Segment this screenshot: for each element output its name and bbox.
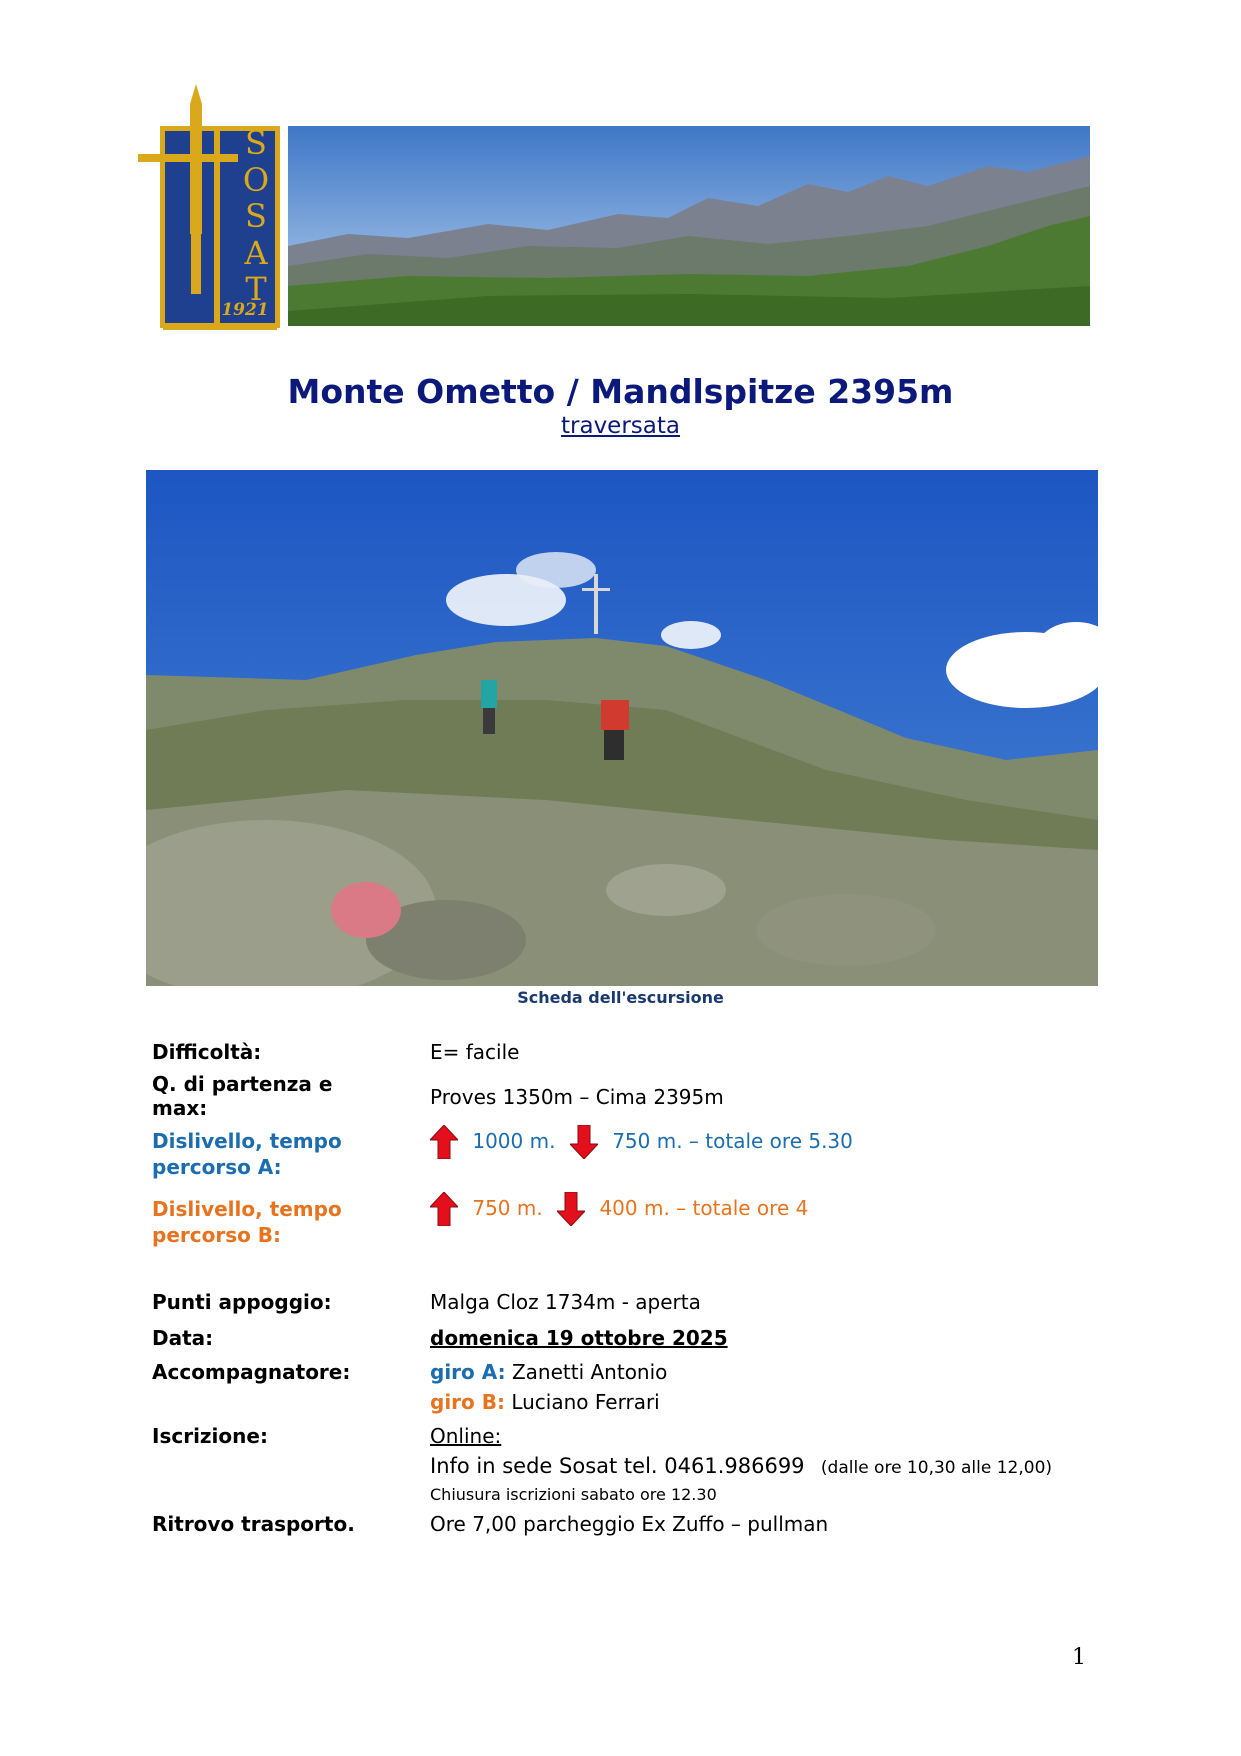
up-arrow-icon <box>430 1192 458 1226</box>
page-title: Monte Ometto / Mandlspitze 2395m <box>287 372 954 411</box>
label-difficolta: Difficoltà: <box>152 1040 262 1064</box>
iscrizione-info <box>430 1454 1052 1481</box>
value-quota: Proves 1350m – Cima 2395m <box>430 1085 724 1109</box>
photo-caption: Scheda dell'escursione <box>517 988 724 1007</box>
down-arrow-icon <box>570 1125 598 1159</box>
percorso-b-down: 400 m. – totale ore 4 <box>599 1195 809 1220</box>
down-arrow-icon <box>557 1192 585 1226</box>
value-punti-appoggio: Malga Cloz 1734m - aperta <box>430 1290 701 1314</box>
logo-letter: S <box>245 124 267 162</box>
up-arrow-icon <box>430 1125 458 1159</box>
percorso-b-up: 750 m. <box>472 1195 543 1220</box>
logo-letter: A <box>244 233 268 272</box>
value-percorso-b <box>430 1192 808 1226</box>
label-percorso-b: Dislivello, tempo percorso B: <box>152 1197 342 1247</box>
label-accompagnatore: Accompagnatore: <box>152 1360 351 1384</box>
page-subtitle: traversata <box>561 413 680 439</box>
logo-letter: T <box>245 270 267 308</box>
iscrizione-online[interactable]: Online: <box>430 1424 502 1448</box>
value-difficolta: E= facile <box>430 1040 520 1064</box>
label-ritrovo: Ritrovo trasporto. <box>152 1512 355 1536</box>
logo-letters <box>238 126 274 306</box>
value-percorso-a <box>430 1125 853 1159</box>
value-accompagnatore-a <box>430 1360 667 1385</box>
giro-b-name: Luciano Ferrari <box>511 1390 660 1414</box>
value-ritrovo: Ore 7,00 parcheggio Ex Zuffo – pullman <box>430 1512 829 1536</box>
label-data: Data: <box>152 1326 214 1350</box>
logo-letter: O <box>242 160 270 199</box>
label-quota: Q. di partenza e max: <box>152 1072 333 1120</box>
percorso-a-down: 750 m. – totale ore 5.30 <box>612 1128 853 1153</box>
percorso-a-up: 1000 m. <box>472 1128 556 1153</box>
iscrizione-info-text: Info in sede Sosat tel. 0461.986699 <box>430 1454 805 1478</box>
page-number: 1 <box>1072 1645 1086 1670</box>
giro-a-label: giro A: <box>430 1360 506 1384</box>
label-percorso-a: Dislivello, tempo percorso A: <box>152 1129 342 1179</box>
giro-a-name: Zanetti Antonio <box>511 1360 668 1384</box>
value-accompagnatore-b <box>430 1390 660 1415</box>
iscrizione-closing: Chiusura iscrizioni sabato ore 12.30 <box>430 1485 717 1504</box>
summit-photo <box>146 470 1098 986</box>
logo-year: 1921 <box>221 300 269 320</box>
value-data: domenica 19 ottobre 2025 <box>430 1326 728 1350</box>
label-iscrizione: Iscrizione: <box>152 1424 268 1448</box>
logo-letter: S <box>245 197 267 235</box>
label-punti-appoggio: Punti appoggio: <box>152 1290 332 1314</box>
header-mountain-banner <box>288 126 1090 326</box>
iscrizione-hours: (dalle ore 10,30 alle 12,00) <box>820 1458 1053 1478</box>
giro-b-label: giro B: <box>430 1390 505 1414</box>
